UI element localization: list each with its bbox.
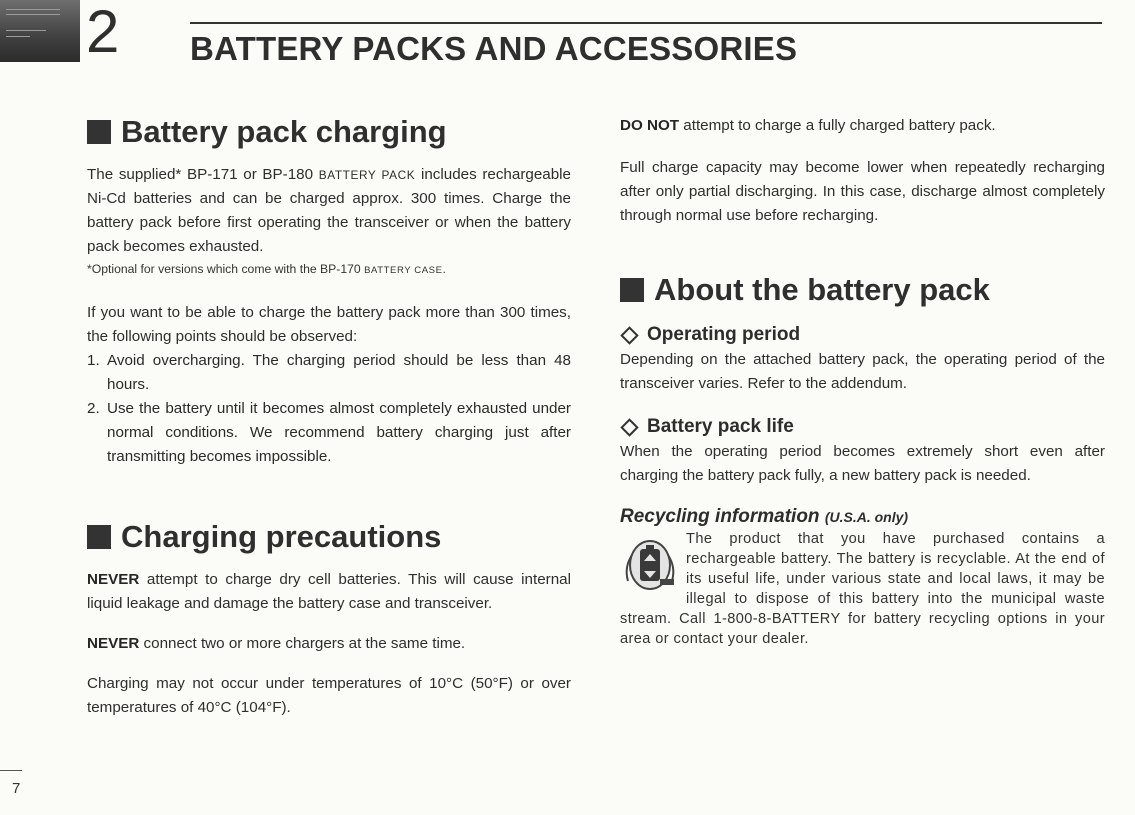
optional-note: *Optional for versions which come with the BP-170 BATTERY CASE. — [87, 262, 446, 276]
charging-intro-paragraph: The supplied* BP-171 or BP-180 BATTERY PACK includes rechargeable Ni-Cd batteries and can be charged approx. 300 times. Charge the battery pack before first operating the transceiver or when the battery pack becomes exhausted. — [87, 166, 571, 255]
square-bullet-icon — [87, 525, 111, 549]
right-column — [620, 114, 1105, 649]
full-charge-paragraph: Full charge capacity may become lower when repeatedly recharging after only partial discharging. In this case, discharge almost completely through normal use before recharging. — [620, 159, 1105, 224]
battery-recycling-seal-icon — [620, 531, 680, 595]
diamond-bullet-icon — [620, 418, 638, 436]
temperature-paragraph: Charging may not occur under temperatures of 10°C (50°F) or over temperatures of 40°C (104°F). — [87, 675, 571, 716]
never-dry-cell-paragraph: NEVER attempt to charge dry cell batteries. This will cause internal liquid leakage and damage the battery case and transceiver. — [87, 571, 571, 612]
charging-precautions-heading: Charging precautions — [87, 517, 571, 557]
square-bullet-icon — [620, 278, 644, 302]
header-rule — [190, 22, 1102, 24]
battery-charging-heading: Battery pack charging — [87, 112, 571, 152]
page-number: 7 — [12, 780, 21, 797]
chapter-tab — [0, 0, 80, 62]
page-rule — [0, 770, 22, 771]
do-not-paragraph: DO NOT attempt to charge a fully charged battery pack. — [620, 117, 996, 134]
left-column — [87, 112, 571, 720]
chapter-title: BATTERY PACKS AND ACCESSORIES — [190, 30, 798, 67]
battery-life-paragraph: When the operating period becomes extremely short even after charging the battery pack fully, a new battery pack is needed. — [620, 443, 1105, 484]
chapter-number: 2 — [86, 0, 120, 65]
recycling-paragraph: The product that you have purchased contains a rechargeable battery. The battery is recyclable. At the end of its useful life, under various state and local laws, it may be illegal to dispose of this battery into the municipal waste stream. Call 1-800-8-BATTERY for battery recycling options in your area or contact your dealer. — [620, 531, 1105, 647]
about-battery-heading: About the battery pack — [620, 270, 1105, 310]
charging-points-intro: If you want to be able to charge the battery pack more than 300 times, the following points should be observed: — [87, 304, 571, 345]
battery-life-heading: Battery pack life — [620, 414, 1105, 440]
recycling-heading: Recycling information (U.S.A. only) — [620, 506, 909, 527]
operating-period-heading: Operating period — [620, 322, 1105, 348]
charging-points-list — [87, 349, 571, 469]
diamond-bullet-icon — [620, 326, 638, 344]
never-two-chargers-paragraph: NEVER connect two or more chargers at the same time. — [87, 635, 466, 652]
square-bullet-icon — [87, 120, 111, 144]
list-item: 2. Use the battery until it becomes almost completely exhausted under normal conditions. We recommend battery charging just after transmitting becomes impossible. — [87, 400, 571, 465]
list-item: 1. Avoid overcharging. The charging period should be less than 48 hours. — [87, 352, 571, 393]
operating-period-paragraph: Depending on the attached battery pack, the operating period of the transceiver varies. Refer to the addendum. — [620, 351, 1105, 392]
